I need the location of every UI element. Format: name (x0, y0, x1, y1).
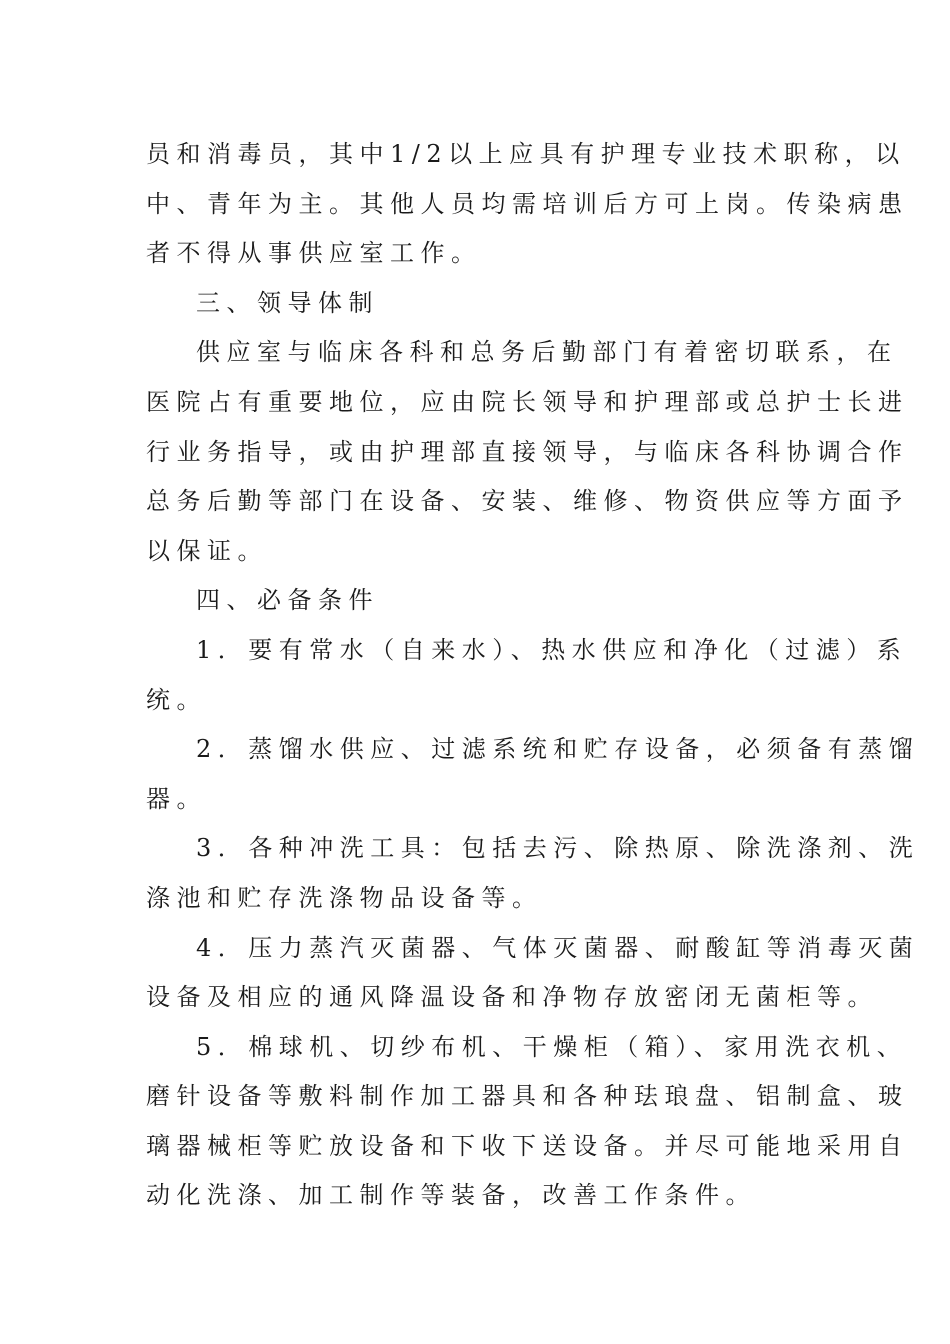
text-line: 动化洗涤、加工制作等装备，改善工作条件。 (146, 1181, 756, 1210)
text-line: 器。 (146, 784, 207, 813)
text-line: 磨针设备等敷料制作加工器具和各种珐琅盘、铝制盒、玻 (146, 1082, 909, 1111)
text-line: 璃器械柜等贮放设备和下收下送设备。并尽可能地采用自 (146, 1131, 909, 1160)
list-item-line: 2．蒸馏水供应、过滤系统和贮存设备，必须备有蒸馏 (196, 735, 920, 764)
section-heading: 三、领导体制 (196, 288, 379, 317)
text-line: 中、青年为主。其他人员均需培训后方可上岗。传染病患 (146, 189, 909, 218)
text-line: 供应室与临床各科和总务后勤部门有着密切联系，在 (196, 338, 898, 367)
text-line: 员和消毒员，其中1/2以上应具有护理专业技术职称，以 (146, 140, 906, 168)
text-line: 者不得从事供应室工作。 (146, 239, 482, 268)
text-line: 行业务指导，或由护理部直接领导，与临床各科协调合作 (146, 437, 909, 466)
section-heading: 四、必备条件 (196, 586, 379, 615)
text-line: 医院占有重要地位，应由院长领导和护理部或总护士长进 (146, 387, 909, 416)
document-body (146, 130, 920, 1221)
list-item-line: 4．压力蒸汽灭菌器、气体灭菌器、耐酸缸等消毒灭菌 (196, 933, 920, 962)
list-item-line: 5．棉球机、切纱布机、干燥柜（箱）、家用洗衣机、 (196, 1032, 908, 1061)
text-line: 总务后勤等部门在设备、安装、维修、物资供应等方面予 (146, 487, 909, 516)
text-line: 设备及相应的通风降温设备和净物存放密闭无菌柜等。 (146, 983, 878, 1012)
text-line: 以保证。 (146, 536, 268, 565)
list-item-line: 1．要有常水（自来水）、热水供应和净化（过滤）系 (196, 635, 908, 664)
text-line: 涤池和贮存洗涤物品设备等。 (146, 883, 543, 912)
text-line: 统。 (146, 685, 207, 714)
list-item-line: 3．各种冲洗工具：包括去污、除热原、除洗涤剂、洗 (196, 834, 920, 863)
